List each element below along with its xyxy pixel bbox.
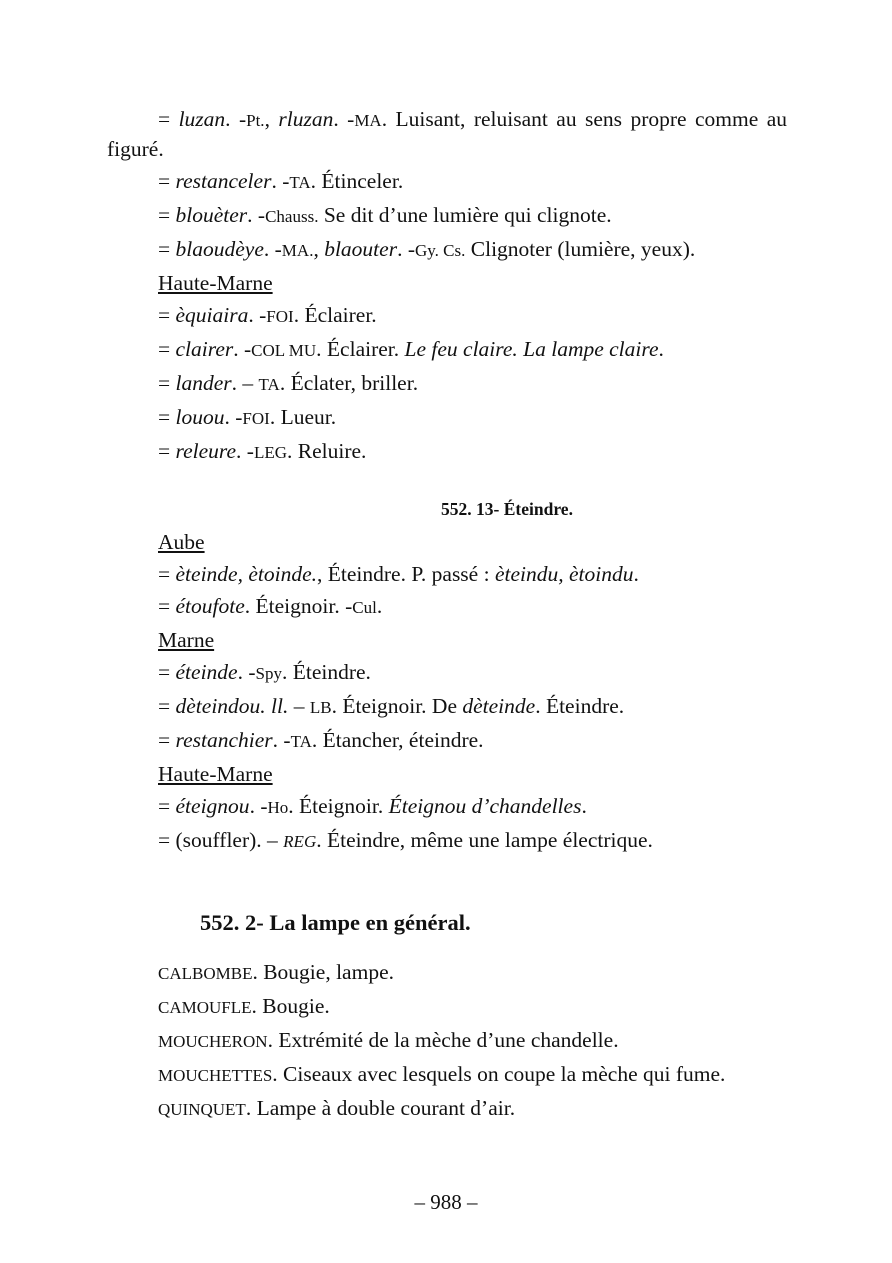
dialect-word: éteignou [175,794,250,818]
entry-text: . Éteignoir. De [331,694,463,718]
dialect-word: èteinde, ètoinde. [175,562,317,586]
entry-text: = [158,303,176,327]
entry-text: . Bougie. [251,994,330,1018]
entry-text: . - [248,303,267,327]
entry-text: = [158,237,176,261]
entry-text: . - [224,405,243,429]
dialect-word: èquiaira [175,303,249,327]
entry-text: Se dit d’une lumière qui clignote. [318,203,612,227]
abbrev-text: Ho [267,798,289,817]
section-heading-lampe: 552. 2- La lampe en général. [200,910,471,935]
entry-text: = [158,594,176,618]
page-body [107,105,787,1128]
dialect-word: èteindu, ètoindu [494,562,634,586]
heading-aube [107,528,787,556]
dialect-word: releure [175,439,237,463]
entry-paragraph [107,301,787,331]
entry-text: . – [231,371,259,395]
section-heading-eteindre: 552. 13- Éteindre. [441,499,573,519]
entry-paragraph [107,726,787,756]
entry-text: . Éclairer. [293,303,377,327]
entry-text: . Éteignoir. [288,794,389,818]
entry-text: . - [271,169,290,193]
entry-text: . Reluire. [286,439,367,463]
entry-text: . - [247,203,266,227]
dialect-word: louou [175,405,225,429]
entry-group-marne [107,658,787,756]
dialect-word: Éteignou d’chandelles [388,794,582,818]
entry-text: . - [333,107,355,131]
entry-text: = [158,562,176,586]
heading-text: Haute-Marne [158,271,273,295]
entry-group-luisant [107,105,787,265]
entry-text: . - [272,728,291,752]
entry-text: , Éteindre. P. passé : [317,562,495,586]
entry-text: = [158,405,176,429]
dialect-word: éteinde [175,660,238,684]
entry-text: . [658,337,664,361]
entry-paragraph [107,1060,787,1090]
entry-text: . - [237,660,256,684]
dialect-word: restanceler [175,169,272,193]
entry-text: . [633,562,639,586]
dialect-word: Le feu claire. La lampe claire [404,337,659,361]
abbrev-text: LB [309,698,332,717]
entry-paragraph [107,369,787,399]
entry-text: = [158,794,176,818]
abbrev-text: Gy. Cs. [414,241,466,260]
entry-text: = [158,371,176,395]
abbrev-text: MOUCHERON [158,1032,268,1051]
entry-text: = [158,203,176,227]
dialect-word: luzan [178,107,226,131]
heading-marne [107,626,787,654]
entry-group-haute-marne-eteindre [107,792,787,856]
entry-paragraph [107,1094,787,1124]
dialect-word: clairer [175,337,234,361]
dialect-word: lander [175,371,232,395]
entry-group-lampe [107,958,787,1124]
heading-text: Aube [158,530,205,554]
abbrev-text: FOI [266,307,294,326]
entry-text: . Étancher, éteindre. [311,728,484,752]
entry-paragraph [107,658,787,688]
heading-haute-marne-2 [107,760,787,788]
entry-paragraph [107,992,787,1022]
entry-paragraph [107,105,787,163]
abbrev-text: REG [283,832,317,851]
heading-haute-marne-1 [107,269,787,297]
entry-text: = [158,439,176,463]
entry-paragraph [107,235,787,265]
entry-paragraph [107,826,787,856]
entry-text: . Ciseaux avec lesquels on coupe la mèche qui fume. [272,1062,726,1086]
dialect-word: dèteindou. ll. [175,694,289,718]
entry-text: . Éteindre, même une lampe électrique. [316,828,653,852]
entry-text: . - [249,794,268,818]
entry-paragraph [107,958,787,988]
entry-text: . - [263,237,282,261]
entry-text: – [288,694,310,718]
entry-text: . Étinceler. [310,169,404,193]
entry-text: . Bougie, lampe. [252,960,394,984]
page-number: – 988 – [414,1190,478,1214]
entry-group-aube [107,560,787,622]
entry-text: . Lueur. [269,405,337,429]
abbrev-text: Pt. [246,111,265,130]
abbrev-text: CALBOMBE [158,964,253,983]
entry-text: . Lampe à double courant d’air. [245,1096,516,1120]
entry-text: . - [236,439,254,463]
abbrev-text: FOI [242,409,270,428]
entry-paragraph [107,335,787,365]
entry-text: . Luisant, reluisant au sens propre comme au figuré. [107,107,787,161]
entry-text: . Éclater, briller. [279,371,419,395]
abbrev-text: Cul [352,598,377,617]
abbrev-text: TA [290,732,312,751]
entry-text: Clignoter (lumière, yeux). [465,237,696,261]
entry-text: . Éteignoir. - [244,594,353,618]
entry-text: . - [397,237,415,261]
abbrev-text: MA. [281,241,314,260]
entry-text: = [158,337,176,361]
entry-paragraph [107,792,787,822]
entry-paragraph [107,560,787,588]
abbrev-text: MA [354,111,382,130]
abbrev-text: Chauss. [265,207,319,226]
dialect-word: blaouter [324,237,398,261]
dialect-word: blouèter [175,203,248,227]
entry-text: . [581,794,587,818]
entry-text: = [158,728,176,752]
entry-paragraph [107,437,787,467]
entry-text: = [158,694,176,718]
entry-paragraph [107,167,787,197]
heading-text: Marne [158,628,215,652]
entry-text: . Éteindre. [281,660,371,684]
entry-text: , [313,237,325,261]
abbrev-text: LEG [253,443,287,462]
entry-paragraph [107,1026,787,1056]
entry-paragraph [107,403,787,433]
entry-text: . Éclairer. [316,337,405,361]
abbrev-text: CAMOUFLE [158,998,252,1017]
abbrev-text: Spy [255,664,282,683]
abbrev-text: TA [289,173,311,192]
abbrev-text: TA [258,375,280,394]
entry-group-eclairer [107,301,787,467]
entry-text: . - [233,337,252,361]
abbrev-text: MOUCHETTES [158,1066,273,1085]
entry-text: = [158,107,179,131]
heading-text: Haute-Marne [158,762,273,786]
entry-paragraph [107,692,787,722]
entry-paragraph [107,592,787,622]
dialect-word: blaoudèye [175,237,264,261]
entry-text: , [264,107,279,131]
entry-text: = (souffler). – [158,828,284,852]
abbrev-text: COL MU [251,341,317,360]
dialect-word: rluzan [278,107,334,131]
entry-text: . Extrémité de la mèche d’une chandelle. [267,1028,619,1052]
entry-text: . Éteindre. [535,694,625,718]
dialect-word: restanchier [175,728,273,752]
dialect-word: dèteinde [462,694,536,718]
abbrev-text: QUINQUET [158,1100,246,1119]
entry-paragraph [107,201,787,231]
entry-text: = [158,660,176,684]
entry-text: = [158,169,176,193]
entry-text: . - [225,107,247,131]
dialect-word: étoufote [175,594,245,618]
entry-text: . [376,594,383,618]
